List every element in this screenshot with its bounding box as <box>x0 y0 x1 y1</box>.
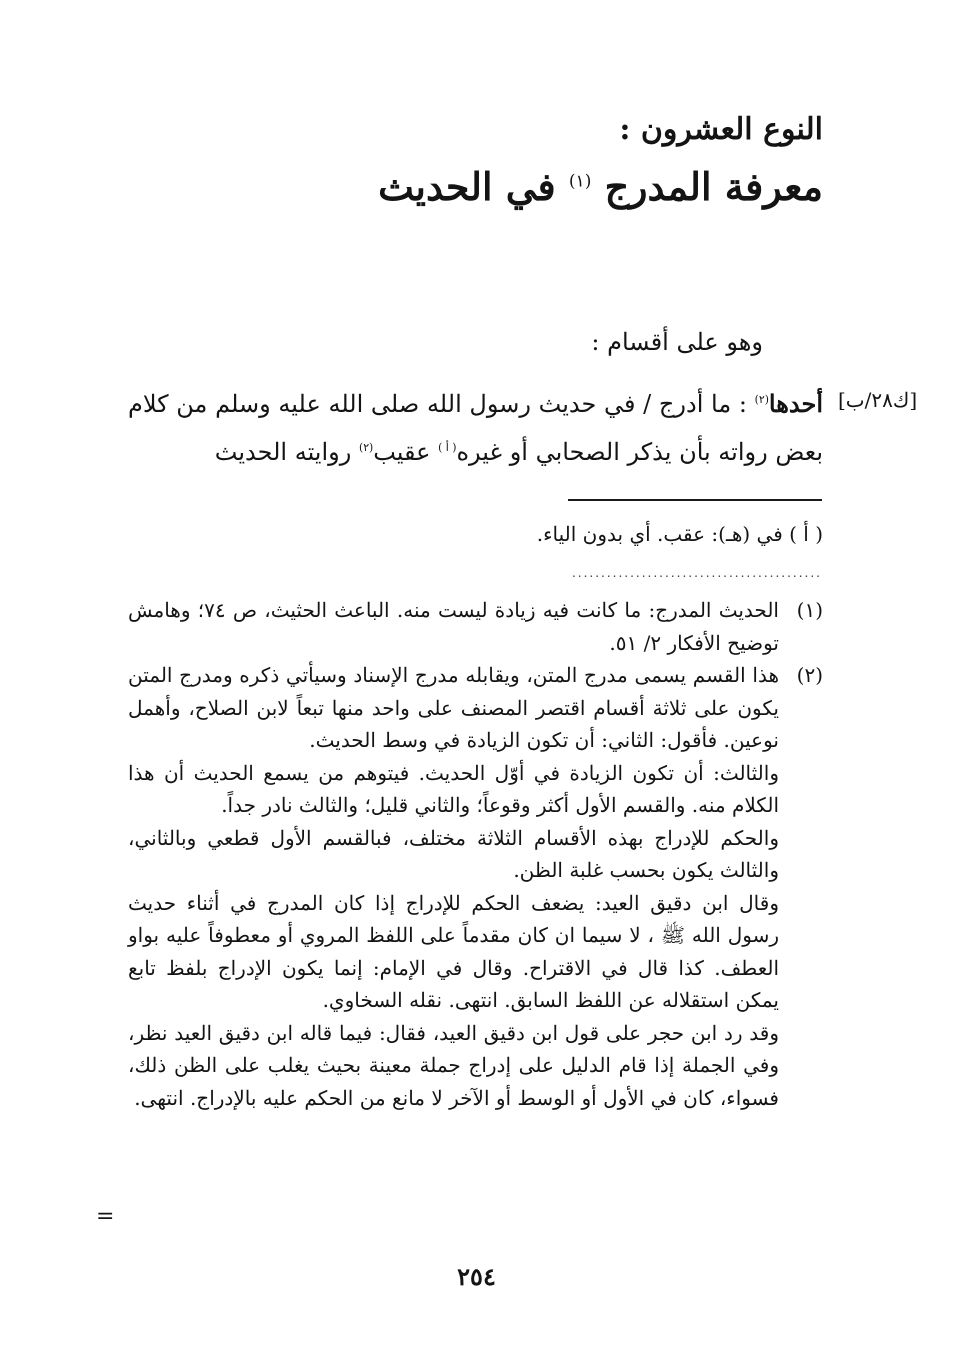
footnote-text <box>128 659 779 1114</box>
page-number: ٢٥٤ <box>457 1262 496 1291</box>
intro-line: وهو على أقسام : <box>591 328 763 356</box>
chapter-title-main: معرفة المدرج <box>604 164 823 209</box>
dotted-separator: ........................................... <box>571 566 822 578</box>
body-text-part-3: روايته الحديث <box>214 438 352 466</box>
chapter-label: النوع العشرون : <box>619 112 823 147</box>
body-paragraph <box>128 378 823 474</box>
body-text-part-1: : ما أدرج / في حديث رسول الله صلى الله عليه وسلم من كلام بعض رواته بأن يذكر الصحابي أو غيره <box>128 390 823 466</box>
variant-note: ( أ ) في (هـ): عقب. أي بدون الياء. <box>536 522 823 546</box>
variant-ref: ( أ ) <box>438 441 457 454</box>
manuscript-folio-ref: [ك٢٨/ب] <box>838 388 918 412</box>
footnote-paragraph: وقال ابن دقيق العيد: يضعف الحكم للإدراج إذا كان المدرج في أثناء حديث رسول الله ﷺ ، لا سيما ان كان مقدماً على اللفظ المروي أو معطوفاً عليه بواو العطف. كذا قال في الاقتراح. وقال في الإمام: إنما يكون الإدراج بلفظ تابع يمكن استقلاله عن اللفظ السابق. انتهى. نقله السخاوي. <box>128 890 779 1012</box>
footnote-2 <box>128 659 823 1114</box>
footnote-paragraph: والحكم للإدراج بهذه الأقسام الثلاثة مختلف، فبالقسم الأول قطعي وبالثاني، والثالث يكون بحسب غلبة الظن. <box>128 825 779 882</box>
footnote-separator <box>568 499 822 501</box>
continuation-mark: = <box>96 1204 115 1229</box>
footnote-text <box>128 594 779 659</box>
chapter-title <box>378 164 823 209</box>
footnote-paragraph: الحديث المدرج: ما كانت فيه زيادة ليست منه. الباعث الحثيث، ص ٧٤؛ وهامش توضيح الأفكار ٢/ ٥١. <box>128 598 779 655</box>
body-footnote-ref-1: (٢) <box>754 393 769 406</box>
footnote-number: (٢) <box>796 663 823 687</box>
chapter-title-end: في الحديث <box>378 164 556 209</box>
footnote-1 <box>128 594 823 659</box>
body-text-part-2: عقيب <box>373 438 431 466</box>
footnote-number: (١) <box>796 598 823 622</box>
footnote-paragraph: والثالث: أن تكون الزيادة في أوّل الحديث. فيتوهم من يسمع الحديث أن هذا الكلام منه. والقسم الأول أكثر وقوعاً؛ والثاني قليل؛ والثالث نادر جداً. <box>128 760 779 817</box>
body-footnote-ref-2: (٢) <box>358 441 374 454</box>
body-lead: أحدها <box>768 389 823 418</box>
title-footnote-ref: (١) <box>568 171 592 192</box>
footnote-paragraph: هذا القسم يسمى مدرج المتن، ويقابله مدرج الإسناد وسيأتي ذكره ومدرج المتن يكون على ثلاثة أقسام اقتصر المصنف على واحد منها تبعاً لابن الصلاح، وأهمل نوعين. فأقول: الثاني: أن تكون الزيادة في وسط الحديث. <box>128 663 779 752</box>
footnote-paragraph: وقد رد ابن حجر على قول ابن دقيق العيد، فقال: فيما قاله ابن دقيق العيد نظر، وفي الجملة إذا قام الدليل على إدراج جملة معينة بحيث يغلب على الظن ذلك، فسواء، كان في الأول أو الوسط أو الآخر لا مانع من الحكم عليه بالإدراج. انتهى. <box>128 1020 779 1110</box>
footnotes <box>128 594 823 1114</box>
